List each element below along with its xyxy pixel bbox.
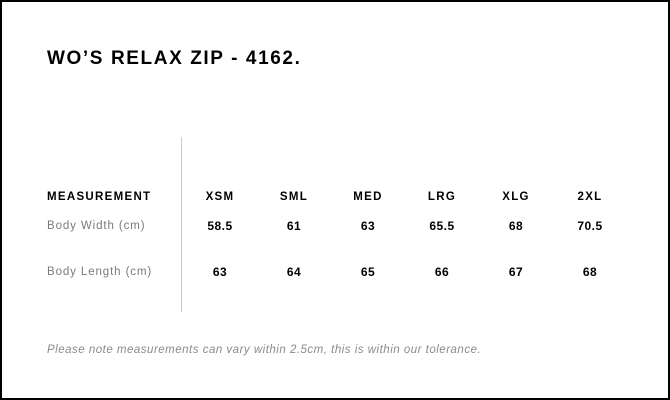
cell-body-width-xsm: 58.5 xyxy=(207,219,233,233)
size-table-container xyxy=(47,137,627,295)
row-label-body-length: Body Length (cm) xyxy=(47,266,153,278)
column-header-size-2: MED xyxy=(353,191,383,203)
row-label-body-width: Body Width (cm) xyxy=(47,220,146,232)
cell-body-width-sml: 61 xyxy=(286,219,302,233)
cell-body-length-med: 65 xyxy=(360,265,376,279)
cell-body-length-xsm: 63 xyxy=(212,265,228,279)
cell-body-width-med: 63 xyxy=(360,219,376,233)
page-title: WO’S RELAX ZIP - 4162. xyxy=(47,48,302,69)
column-header-size-0: XSM xyxy=(205,191,235,203)
cell-body-width-lrg: 65.5 xyxy=(429,219,455,233)
tolerance-note: Please note measurements can vary within 2.5cm, this is within our tolerance. xyxy=(47,344,482,356)
column-header-measurement: MEASUREMENT xyxy=(47,191,152,203)
column-header-size-3: LRG xyxy=(427,191,457,203)
table-head xyxy=(47,137,627,203)
size-table xyxy=(47,137,627,295)
cell-body-width-2xl: 70.5 xyxy=(577,219,603,233)
cell-body-length-sml: 64 xyxy=(286,265,302,279)
cell-body-length-xlg: 67 xyxy=(508,265,524,279)
cell-body-length-2xl: 68 xyxy=(582,265,598,279)
column-header-size-1: SML xyxy=(279,191,309,203)
column-header-size-5: 2XL xyxy=(577,191,603,203)
column-header-size-4: XLG xyxy=(502,191,530,203)
table-row xyxy=(47,249,627,295)
table-header-row xyxy=(47,137,627,203)
cell-body-length-lrg: 66 xyxy=(434,265,450,279)
table-row xyxy=(47,203,627,249)
cell-body-width-xlg: 68 xyxy=(508,219,524,233)
table-body xyxy=(47,203,627,295)
